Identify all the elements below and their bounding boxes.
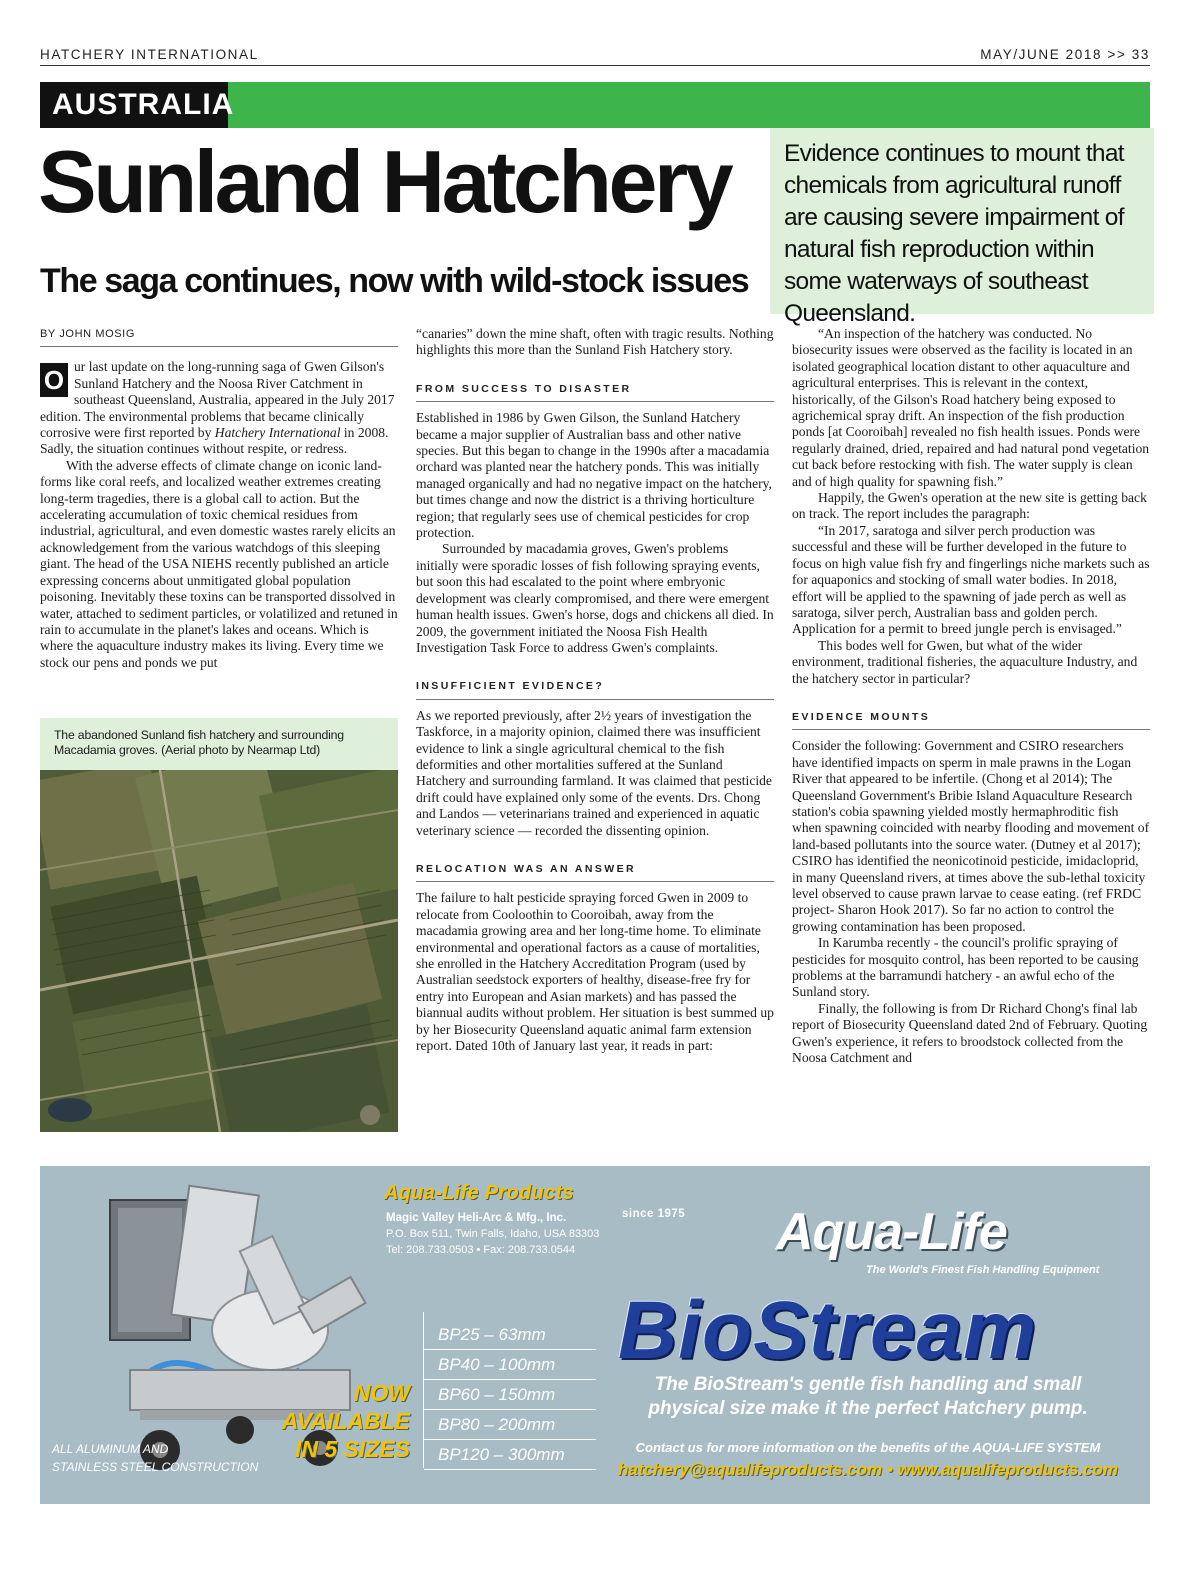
phone-fax: Tel: 208.733.0503 • Fax: 208.733.0544 [386,1244,576,1256]
column-1 [40,326,398,671]
available-label: AVAILABLE [281,1408,410,1434]
publication-name: HATCHERY INTERNATIONAL [40,47,259,62]
paragraph: Happily, the Gwen's operation at the new site is getting back on track. The report includes the paragraph: [792,490,1147,522]
five-sizes-label: IN 5 SIZES [294,1436,410,1462]
construction-line-1: ALL ALUMINUM AND [52,1442,169,1456]
paragraph: Finally, the following is from Dr Richard Chong's final lab report of Biosecurity Queensland dated 2nd of February. Quoting Gwen's experience, it refers to broodstock collected from the Noosa Catchment and [792,1000,1148,1066]
subhead-evidence-mounts: EVIDENCE MOUNTS [792,709,1150,730]
biostream-logo: BioStream [618,1285,1038,1376]
paragraph: “canaries” down the mine shaft, often with tragic results. Nothing highlights this more than the Sunland Fish Hatchery story. [416,326,774,358]
since-year: since 1975 [622,1208,686,1220]
section-label: AUSTRALIA [40,82,228,128]
now-label: NOW [353,1380,410,1406]
size-option: BP25 – 63mm [424,1320,596,1350]
company-name: Magic Valley Heli-Arc & Mfg., Inc. [386,1212,567,1224]
quoted-report: “An inspection of the hatchery was conducted. No biosecurity issues were observed as the facility is located in an isolated geographical location distant to other aquaculture and agricultural enterprises. This is relevant in the context, historically, of the Gilson's Road hatchery being exposed to agrichemical spray drift. An inspection of the fish production ponds [at Cooroibah] revealed no fish health issues. Ponds were regularly drained, dried, repaired and had natural pond vegetation cut back before restocking with fish. The water supply is clean and of high quality for spawning fish.” [792,326,1150,489]
byline: BY JOHN MOSIG [40,326,398,347]
pitch-line-2: physical size make it the perfect Hatchery pump. [648,1398,1088,1419]
pump-illustration [70,1180,380,1480]
size-option: BP80 – 200mm [424,1410,596,1440]
publication-citation: Hatchery International [214,425,341,441]
paragraph: As we reported previously, after 2½ years of investigation the Taskforce, in a majority opinion, claimed there was insufficient evidence to link a single agricultural chemical to the fish deformities and other mortalities suffered at the Sunland Hatchery and surrounding farmland. It was claimed that pesticide drift could have explained only some of the events. Drs. Chong and Landos — veterinarians trained and experienced in aquatic veterinary science — recorded the dissenting opinion. [416,707,772,838]
paragraph: Surrounded by macadamia groves, Gwen's problems initially were sporadic losses of fish following spraying events, but soon this had escalated to the point where embryonic development was clearly compromised, and there were emergent human health issues. Gwen's horse, dogs and chickens all died. In 2009, the government initiated the Noosa Fish Health Investigation Task Force to address Gwen's complaints. [416,541,774,655]
aqua-life-products-brand: Aqua-Life Products [384,1182,574,1204]
aqua-life-logo: Aqua-Life [776,1203,1007,1261]
paragraph: Established in 1986 by Gwen Gilson, the Sunland Hatchery became a major supplier of Australian bass and other native species. But this began to change in the 1990s after a macadamia orchard was planted near the hatchery ponds. This was initially managed organically and had no negative impact on the hatchery, but times change and now the district is a thriving horticulture region; that regularly sees use of chemical pesticides for crop protection. [416,410,772,541]
address: P.O. Box 511, Twin Falls, Idaho, USA 83303 [386,1228,600,1240]
intro-paragraph: O ur last update on the long-running saga of Gwen Gilson's Sunland Hatchery and the Noosa River Catchment in southeast Queensland, Australia, appeared in the July 2017 edition. The environmental problems that became clinically corrosive were first reported by Hatchery International in 2008. Sadly, the situation continues without respite, or redress. [40,359,395,457]
size-option: BP120 – 300mm [424,1440,596,1470]
aqua-life-advertisement [40,1166,1150,1504]
pitch-line-1: The BioStream's gentle fish handling and small [654,1374,1082,1395]
aerial-photo [40,770,398,1132]
paragraph: In Karumba recently - the council's prolific spraying of pesticides for mosquito control, has been reported to be causing problems at the barramundi hatchery - an awful echo of the Sunland story. [792,935,1139,1000]
paragraph: The failure to halt pesticide spraying forced Gwen in 2009 to relocate from Cooloothin to Cooroibah, away from the macadamia growing area and her long-time home. To eliminate environmental and operational factors as a cause of mortalities, she enrolled in the Hatchery Accreditation Program (used by Australian seedstock exporters of healthy, disease-free fry for entry into European and Asian markets) and has passed the biannual audits without problem. Her situation is best summed up by her Biosecurity Queensland aquatic animal farm extension report. Dated 10th of January last year, it reads in part: [416,890,774,1054]
paragraph: Consider the following: Government and CSIRO researchers have identified impacts on sperm in male prawns in the Logan River that appeared to be infertile. (Chong et al 2014); The Queensland Government's Bribie Island Aquaculture Research station's cobia spawning yielded mostly hermaphroditic fish when spawning coincided with nearby flooding and movement of land-based pollutants into the source water. (Dutney et al 2017); CSIRO has identified the neonicotinoid pesticide, imidacloprid, in many Queensland rivers, at times above the sub-lethal toxicity level observed to cause prawn larvae to cease eating. (ref FRDC project- Sharon Hook 2017). So far no action to control the growing contamination has been proposed. [792,738,1150,934]
subhead-insufficient-evidence: INSUFFICIENT EVIDENCE? [416,678,774,699]
paragraph: This bodes well for Gwen, but what of the wider environment, traditional fisheries, the aquaculture Industry, and the hatchery sector in particular? [792,637,1138,686]
subhead-success-to-disaster: FROM SUCCESS TO DISASTER [416,381,774,402]
photo-caption: The abandoned Sunland fish hatchery and surrounding Macadamia groves. (Aerial photo by Nearmap Ltd) [54,728,344,757]
subhead-relocation: RELOCATION WAS AN ANSWER [416,861,774,882]
column-2 [416,326,774,1054]
size-option: BP60 – 150mm [424,1380,596,1410]
section-band [40,82,1150,128]
contact-line: Contact us for more information on the benefits of the AQUA-LIFE SYSTEM [635,1440,1101,1455]
headline: Sunland Hatchery [38,132,731,231]
paragraph: With the adverse effects of climate change on iconic land-forms like coral reefs, and localized weather extremes creating long-term tragedies, there is a global call to action. But the accelerating accumulation of toxic chemical residues from industrial, agricultural, and even domestic wastes rarely elicits an acknowledgement from the various watchdogs of this sleeping giant. The head of the USA NIEHS recently published an article expressing concerns about unmitigated global population poisoning. Inevitably these toxins can be transported dissolved in water, attached to sediment particles, or volatilized and retuned in rain to accumulate in the planet's lakes and oceans. Which is where the aquaculture industry makes its living. Every time we stock our pens and ponds we put [40,457,398,670]
email-web-link[interactable]: hatchery@aqualifeproducts.com • www.aqualifeproducts.com [618,1460,1118,1479]
aqua-life-tagline: The World's Finest Fish Handling Equipment [866,1264,1100,1276]
pull-quote: Evidence continues to mount that chemicals from agricultural runoff are causing severe impairment of natural fish reproduction within some waterways of southeast Queensland. [770,128,1154,314]
drop-cap: O [40,363,68,397]
running-header [40,44,1150,66]
construction-line-2: STAINLESS STEEL CONSTRUCTION [52,1460,259,1474]
deck: The saga continues, now with wild-stock issues [40,262,749,300]
quoted-report: “In 2017, saratoga and silver perch production was successful and these will be further developed in the future to focus on high value fish fry and fingerlings niche markets such as for aquaponics and stocking of small water bodies. In 2018, effort will be applied to the spawning of jade perch as well as saratoga, silver perch, Australian bass and golden perch. Application for a permit to breed jungle perch is envisaged.” [792,522,1150,637]
issue-page: MAY/JUNE 2018 >> 33 [980,47,1150,62]
photo-box [40,718,398,1132]
column-3 [792,326,1150,1066]
size-option: BP40 – 100mm [424,1350,596,1380]
